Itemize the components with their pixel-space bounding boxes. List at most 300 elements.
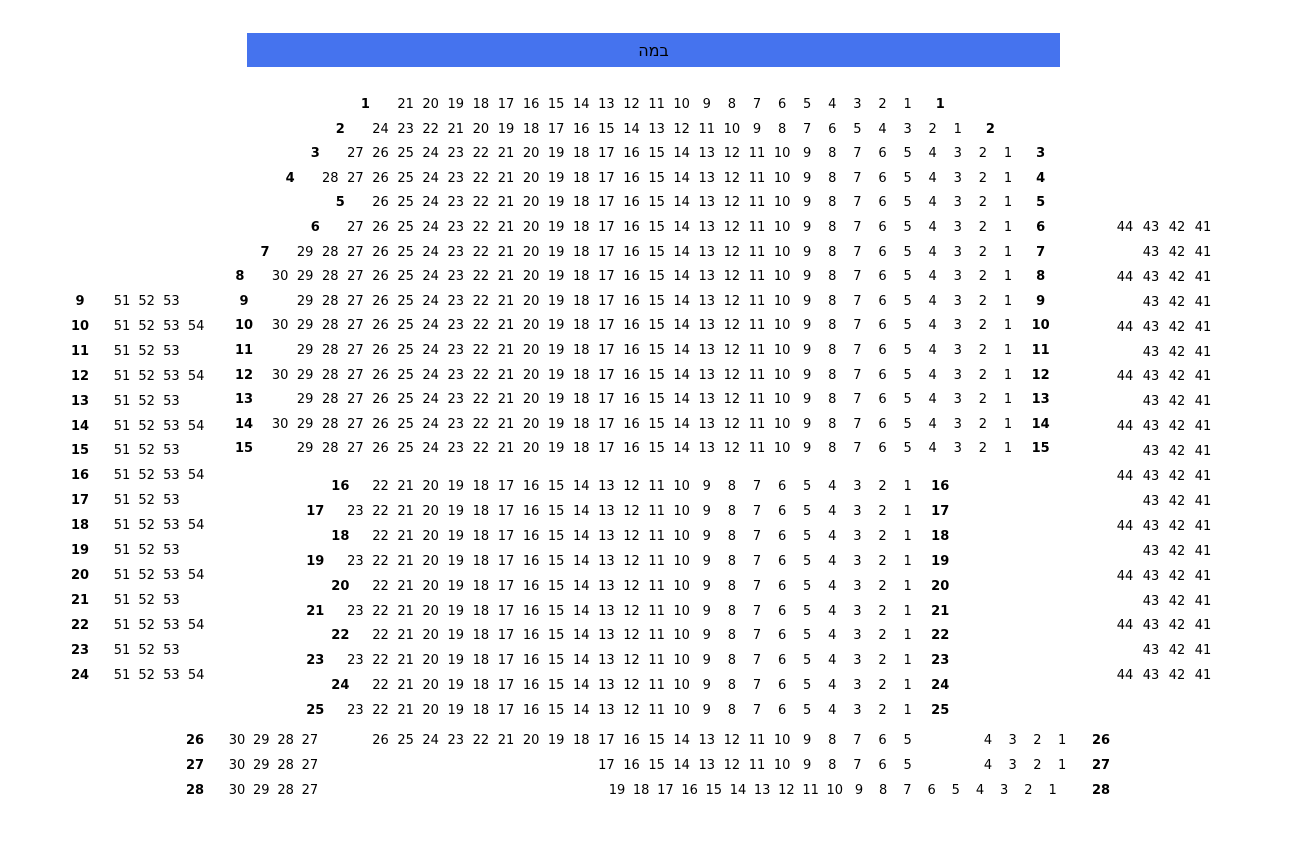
seat[interactable]: 11 <box>748 318 766 334</box>
seat[interactable]: 2 <box>878 603 887 619</box>
seat[interactable]: 26 <box>372 367 389 383</box>
seat[interactable]: 17 <box>497 479 515 494</box>
seat[interactable]: 3 <box>853 503 862 519</box>
seat[interactable]: 28 <box>322 367 339 383</box>
seat[interactable]: 30 <box>271 416 289 432</box>
seat[interactable]: 10 <box>773 441 791 457</box>
seat[interactable]: 4 <box>928 170 937 186</box>
seat[interactable]: 5 <box>803 603 812 619</box>
seat[interactable]: 9 <box>803 269 812 285</box>
seat[interactable]: 13 <box>753 783 771 798</box>
seat[interactable]: 42 <box>1168 344 1186 360</box>
seat[interactable]: 7 <box>853 758 862 773</box>
seat[interactable]: 25 <box>397 170 414 186</box>
seat[interactable]: 1 <box>903 628 912 644</box>
seat[interactable]: 43 <box>1142 419 1160 435</box>
seat[interactable]: 21 <box>497 269 515 285</box>
seat[interactable]: 13 <box>698 758 716 773</box>
seat[interactable]: 22 <box>472 318 490 334</box>
seat[interactable]: 44 <box>1116 220 1134 235</box>
seat[interactable]: 9 <box>702 703 711 719</box>
seat[interactable]: 16 <box>623 343 640 358</box>
seat[interactable]: 5 <box>803 479 812 494</box>
seat[interactable]: 6 <box>878 146 887 162</box>
seat[interactable]: 1 <box>953 121 962 137</box>
seat[interactable]: 52 <box>138 443 155 459</box>
seat[interactable]: 16 <box>623 318 640 334</box>
seat[interactable]: 4 <box>828 479 837 494</box>
seat[interactable]: 9 <box>803 441 812 457</box>
seat[interactable]: 24 <box>422 441 439 457</box>
seat[interactable]: 43 <box>1142 543 1160 559</box>
seat[interactable]: 13 <box>698 318 716 334</box>
seat[interactable]: 29 <box>296 367 314 383</box>
seat[interactable]: 51 <box>113 592 131 608</box>
seat[interactable]: 18 <box>573 318 590 334</box>
seat[interactable]: 13 <box>698 367 716 383</box>
seat[interactable]: 13 <box>698 244 716 260</box>
seat[interactable]: 41 <box>1194 269 1212 285</box>
seat[interactable]: 6 <box>878 441 887 457</box>
seat[interactable]: 9 <box>803 758 812 773</box>
seat[interactable]: 25 <box>397 343 414 358</box>
seat[interactable]: 10 <box>773 343 791 358</box>
seat[interactable]: 18 <box>573 343 590 358</box>
seat[interactable]: 20 <box>522 293 540 309</box>
seat[interactable]: 8 <box>828 195 837 211</box>
seat[interactable]: 14 <box>673 416 690 432</box>
seat[interactable]: 7 <box>752 479 762 494</box>
seat[interactable]: 1 <box>1003 220 1013 235</box>
seat[interactable]: 22 <box>422 121 439 137</box>
seat[interactable]: 20 <box>422 503 439 519</box>
seat[interactable]: 2 <box>978 195 988 211</box>
seat[interactable]: 17 <box>598 392 615 408</box>
seat[interactable]: 12 <box>623 553 640 569</box>
seat[interactable]: 16 <box>522 653 540 669</box>
seat[interactable]: 6 <box>878 220 887 235</box>
seat[interactable]: 15 <box>547 653 565 669</box>
seat[interactable]: 11 <box>648 97 665 112</box>
seat[interactable]: 17 <box>598 293 615 309</box>
seat[interactable]: 8 <box>828 293 837 309</box>
seat[interactable]: 26 <box>372 170 389 186</box>
seat[interactable]: 2 <box>978 416 988 432</box>
seat[interactable]: 2 <box>878 528 887 544</box>
seat[interactable]: 13 <box>598 603 615 619</box>
seat[interactable]: 6 <box>878 733 887 748</box>
seat[interactable]: 23 <box>447 170 465 186</box>
seat[interactable]: 2 <box>878 578 887 594</box>
seat[interactable]: 21 <box>497 441 515 457</box>
seat[interactable]: 29 <box>296 269 314 285</box>
seat[interactable]: 12 <box>723 392 741 408</box>
seat[interactable]: 13 <box>698 392 716 408</box>
seat[interactable]: 6 <box>878 392 887 408</box>
seat[interactable]: 23 <box>447 269 465 285</box>
seat[interactable]: 18 <box>573 170 590 186</box>
seat[interactable]: 41 <box>1194 444 1212 460</box>
seat[interactable]: 54 <box>187 518 205 534</box>
seat[interactable]: 1 <box>1048 783 1057 798</box>
seat[interactable]: 3 <box>953 269 962 285</box>
seat[interactable]: 21 <box>497 293 515 309</box>
seat[interactable]: 4 <box>828 678 837 694</box>
seat[interactable]: 10 <box>773 269 791 285</box>
seat[interactable]: 8 <box>828 318 837 334</box>
seat[interactable]: 7 <box>752 528 762 544</box>
seat[interactable]: 8 <box>828 758 837 773</box>
seat[interactable]: 1 <box>903 528 912 544</box>
seat[interactable]: 26 <box>372 392 389 408</box>
seat[interactable]: 7 <box>853 195 862 211</box>
seat[interactable]: 12 <box>623 97 640 112</box>
seat[interactable]: 17 <box>497 603 515 619</box>
seat[interactable]: 9 <box>803 220 812 235</box>
seat[interactable]: 4 <box>828 578 837 594</box>
seat[interactable]: 17 <box>497 678 515 694</box>
seat[interactable]: 14 <box>673 343 690 358</box>
seat[interactable]: 27 <box>347 244 364 260</box>
seat[interactable]: 43 <box>1142 344 1160 360</box>
seat[interactable]: 53 <box>163 343 180 359</box>
seat[interactable]: 15 <box>648 220 665 235</box>
seat[interactable]: 51 <box>113 294 131 309</box>
seat[interactable]: 7 <box>853 220 862 235</box>
seat[interactable]: 4 <box>983 758 993 773</box>
seat[interactable]: 24 <box>422 733 439 748</box>
seat[interactable]: 3 <box>953 318 962 334</box>
seat[interactable]: 13 <box>698 170 716 186</box>
seat[interactable]: 20 <box>522 195 540 211</box>
seat[interactable]: 24 <box>422 220 439 235</box>
seat[interactable]: 12 <box>723 416 741 432</box>
seat[interactable]: 18 <box>573 392 590 408</box>
seat[interactable]: 53 <box>163 318 180 334</box>
seat[interactable]: 24 <box>422 146 439 162</box>
seat[interactable]: 20 <box>522 392 540 408</box>
seat[interactable]: 4 <box>928 416 937 432</box>
seat[interactable]: 15 <box>547 503 565 519</box>
seat[interactable]: 20 <box>422 97 439 112</box>
seat[interactable]: 16 <box>623 293 640 309</box>
seat[interactable]: 27 <box>347 441 364 457</box>
seat[interactable]: 23 <box>447 220 465 235</box>
seat[interactable]: 22 <box>372 628 389 644</box>
seat[interactable]: 9 <box>803 293 812 309</box>
seat[interactable]: 11 <box>648 553 665 569</box>
seat[interactable]: 4 <box>928 244 937 260</box>
seat[interactable]: 51 <box>113 318 131 334</box>
seat[interactable]: 13 <box>598 653 615 669</box>
seat[interactable]: 52 <box>138 518 155 534</box>
seat[interactable]: 17 <box>598 318 615 334</box>
seat[interactable]: 51 <box>113 418 131 434</box>
seat[interactable]: 29 <box>296 318 314 334</box>
seat[interactable]: 13 <box>598 503 615 519</box>
seat[interactable]: 8 <box>828 416 837 432</box>
seat[interactable]: 13 <box>698 195 716 211</box>
seat[interactable]: 22 <box>472 367 490 383</box>
seat[interactable]: 12 <box>623 528 640 544</box>
seat[interactable]: 5 <box>903 170 912 186</box>
seat[interactable]: 10 <box>673 578 690 594</box>
seat[interactable]: 12 <box>723 441 741 457</box>
seat[interactable]: 9 <box>803 392 812 408</box>
seat[interactable]: 42 <box>1168 394 1186 410</box>
seat[interactable]: 7 <box>752 553 762 569</box>
seat[interactable]: 18 <box>573 195 590 211</box>
seat[interactable]: 14 <box>673 244 690 260</box>
seat[interactable]: 41 <box>1194 244 1212 260</box>
seat[interactable]: 24 <box>422 269 439 285</box>
seat[interactable]: 7 <box>903 783 912 798</box>
seat[interactable]: 13 <box>598 578 615 594</box>
seat[interactable]: 1 <box>1003 441 1013 457</box>
seat[interactable]: 16 <box>623 269 640 285</box>
seat[interactable]: 14 <box>673 220 690 235</box>
seat[interactable]: 14 <box>573 678 590 694</box>
seat[interactable]: 17 <box>598 367 615 383</box>
seat[interactable]: 27 <box>347 269 364 285</box>
seat[interactable]: 12 <box>723 220 741 235</box>
seat[interactable]: 21 <box>497 195 515 211</box>
seat[interactable]: 24 <box>422 195 439 211</box>
seat[interactable]: 20 <box>422 678 439 694</box>
seat[interactable]: 8 <box>727 578 737 594</box>
seat[interactable]: 2 <box>1024 783 1033 798</box>
seat[interactable]: 14 <box>673 733 690 748</box>
seat[interactable]: 9 <box>702 628 711 644</box>
seat[interactable]: 53 <box>163 667 180 683</box>
seat[interactable]: 12 <box>623 479 640 494</box>
seat[interactable]: 44 <box>1116 369 1134 385</box>
seat[interactable]: 52 <box>138 393 155 409</box>
seat[interactable]: 14 <box>673 441 690 457</box>
seat[interactable]: 1 <box>903 678 912 694</box>
seat[interactable]: 23 <box>397 121 414 137</box>
seat[interactable]: 43 <box>1142 469 1160 484</box>
seat[interactable]: 53 <box>163 592 180 608</box>
seat[interactable]: 18 <box>472 628 490 644</box>
seat[interactable]: 52 <box>138 567 155 583</box>
seat[interactable]: 22 <box>472 269 490 285</box>
seat[interactable]: 15 <box>547 479 565 494</box>
seat[interactable]: 28 <box>322 343 339 358</box>
seat[interactable]: 28 <box>322 269 339 285</box>
seat[interactable]: 43 <box>1142 369 1160 385</box>
seat[interactable]: 27 <box>301 733 319 748</box>
seat[interactable]: 27 <box>347 220 364 235</box>
seat[interactable]: 16 <box>623 170 640 186</box>
seat[interactable]: 6 <box>878 758 887 773</box>
seat[interactable]: 19 <box>547 733 565 748</box>
seat[interactable]: 18 <box>472 703 490 719</box>
seat[interactable]: 16 <box>522 528 540 544</box>
seat[interactable]: 3 <box>953 293 962 309</box>
seat[interactable]: 8 <box>828 392 837 408</box>
seat[interactable]: 19 <box>447 503 465 519</box>
seat[interactable]: 2 <box>978 367 988 383</box>
seat[interactable]: 1 <box>1003 170 1013 186</box>
seat[interactable]: 3 <box>1000 783 1009 798</box>
seat[interactable]: 9 <box>702 553 711 569</box>
seat[interactable]: 20 <box>422 528 439 544</box>
seat[interactable]: 20 <box>422 553 439 569</box>
seat[interactable]: 7 <box>853 269 862 285</box>
seat[interactable]: 17 <box>598 441 615 457</box>
seat[interactable]: 8 <box>727 703 737 719</box>
seat[interactable]: 16 <box>573 121 590 137</box>
seat[interactable]: 20 <box>522 733 540 748</box>
seat[interactable]: 52 <box>138 642 155 658</box>
seat[interactable]: 18 <box>472 528 490 544</box>
seat[interactable]: 14 <box>573 578 590 594</box>
seat[interactable]: 11 <box>748 441 766 457</box>
seat[interactable]: 19 <box>447 628 465 644</box>
seat[interactable]: 17 <box>598 343 615 358</box>
seat[interactable]: 6 <box>777 678 787 694</box>
seat[interactable]: 53 <box>163 368 180 384</box>
seat[interactable]: 6 <box>777 578 787 594</box>
seat[interactable]: 22 <box>372 578 389 594</box>
seat[interactable]: 11 <box>748 269 766 285</box>
seat[interactable]: 2 <box>978 269 988 285</box>
seat[interactable]: 2 <box>978 343 988 358</box>
seat[interactable]: 41 <box>1194 543 1212 559</box>
seat[interactable]: 51 <box>113 543 131 558</box>
seat[interactable]: 41 <box>1194 568 1212 584</box>
seat[interactable]: 1 <box>903 479 912 494</box>
seat[interactable]: 14 <box>573 479 590 494</box>
seat[interactable]: 42 <box>1168 444 1186 460</box>
seat[interactable]: 18 <box>573 293 590 309</box>
seat[interactable]: 18 <box>573 146 590 162</box>
seat[interactable]: 8 <box>828 343 837 358</box>
seat[interactable]: 42 <box>1168 643 1186 659</box>
seat[interactable]: 15 <box>648 318 665 334</box>
seat[interactable]: 21 <box>397 97 414 112</box>
seat[interactable]: 22 <box>472 244 490 260</box>
seat[interactable]: 30 <box>228 758 246 773</box>
seat[interactable]: 30 <box>228 733 246 748</box>
seat[interactable]: 24 <box>422 367 439 383</box>
seat[interactable]: 18 <box>573 441 590 457</box>
seat[interactable]: 5 <box>903 244 912 260</box>
seat[interactable]: 42 <box>1168 568 1186 584</box>
seat[interactable]: 24 <box>422 392 439 408</box>
seat[interactable]: 18 <box>472 678 490 694</box>
seat[interactable]: 19 <box>547 170 565 186</box>
seat[interactable]: 9 <box>803 170 812 186</box>
seat[interactable]: 16 <box>623 758 640 773</box>
seat[interactable]: 15 <box>648 758 665 773</box>
seat[interactable]: 11 <box>748 220 766 235</box>
seat[interactable]: 2 <box>878 97 887 112</box>
seat[interactable]: 27 <box>301 783 319 798</box>
seat[interactable]: 10 <box>723 121 741 137</box>
seat[interactable]: 25 <box>397 293 414 309</box>
seat[interactable]: 16 <box>623 392 640 408</box>
seat[interactable]: 29 <box>296 392 314 408</box>
seat[interactable]: 10 <box>773 195 791 211</box>
seat[interactable]: 2 <box>878 553 887 569</box>
seat[interactable]: 27 <box>347 392 364 408</box>
seat[interactable]: 6 <box>878 244 887 260</box>
seat[interactable]: 20 <box>422 628 439 644</box>
seat[interactable]: 5 <box>803 553 812 569</box>
seat[interactable]: 9 <box>854 783 864 798</box>
seat[interactable]: 28 <box>277 783 294 798</box>
seat[interactable]: 12 <box>723 733 741 748</box>
seat[interactable]: 13 <box>698 733 716 748</box>
seat[interactable]: 42 <box>1168 668 1186 684</box>
seat[interactable]: 21 <box>497 416 515 432</box>
seat[interactable]: 17 <box>497 653 515 669</box>
seat[interactable]: 53 <box>163 468 180 484</box>
seat[interactable]: 18 <box>472 653 490 669</box>
seat[interactable]: 14 <box>573 553 590 569</box>
seat[interactable]: 9 <box>702 528 711 544</box>
seat[interactable]: 17 <box>598 758 615 773</box>
seat[interactable]: 25 <box>397 416 414 432</box>
seat[interactable]: 23 <box>447 367 465 383</box>
seat[interactable]: 3 <box>853 653 862 669</box>
seat[interactable]: 11 <box>748 244 766 260</box>
seat[interactable]: 19 <box>447 479 465 494</box>
seat[interactable]: 18 <box>472 97 490 112</box>
seat[interactable]: 14 <box>673 367 690 383</box>
seat[interactable]: 5 <box>903 293 912 309</box>
seat[interactable]: 14 <box>573 528 590 544</box>
seat[interactable]: 12 <box>623 653 640 669</box>
seat[interactable]: 17 <box>598 733 615 748</box>
seat[interactable]: 17 <box>598 195 615 211</box>
seat[interactable]: 9 <box>803 367 812 383</box>
seat[interactable]: 42 <box>1168 518 1186 534</box>
seat[interactable]: 1 <box>903 553 912 569</box>
seat[interactable]: 16 <box>623 733 640 748</box>
seat[interactable]: 14 <box>729 783 747 798</box>
seat[interactable]: 42 <box>1168 369 1186 385</box>
seat[interactable]: 23 <box>447 343 465 358</box>
seat[interactable]: 15 <box>547 578 565 594</box>
seat[interactable]: 22 <box>472 220 490 235</box>
seat[interactable]: 19 <box>547 195 565 211</box>
seat[interactable]: 16 <box>623 195 640 211</box>
seat[interactable]: 9 <box>803 195 812 211</box>
seat[interactable]: 14 <box>623 121 640 137</box>
seat[interactable]: 29 <box>253 783 270 798</box>
seat[interactable]: 9 <box>702 678 711 694</box>
seat[interactable]: 43 <box>1142 220 1160 235</box>
seat[interactable]: 42 <box>1168 319 1186 335</box>
seat[interactable]: 22 <box>472 170 490 186</box>
seat[interactable]: 19 <box>547 441 565 457</box>
seat[interactable]: 20 <box>422 703 439 719</box>
seat[interactable]: 5 <box>951 783 960 798</box>
seat[interactable]: 17 <box>598 146 615 162</box>
seat[interactable]: 15 <box>705 783 723 798</box>
seat[interactable]: 3 <box>953 146 962 162</box>
seat[interactable]: 7 <box>853 733 862 748</box>
seat[interactable]: 13 <box>698 146 716 162</box>
seat[interactable]: 17 <box>547 121 565 137</box>
seat[interactable]: 16 <box>623 416 640 432</box>
seat[interactable]: 22 <box>372 603 389 619</box>
seat[interactable]: 7 <box>803 121 812 137</box>
seat[interactable]: 26 <box>372 343 389 358</box>
